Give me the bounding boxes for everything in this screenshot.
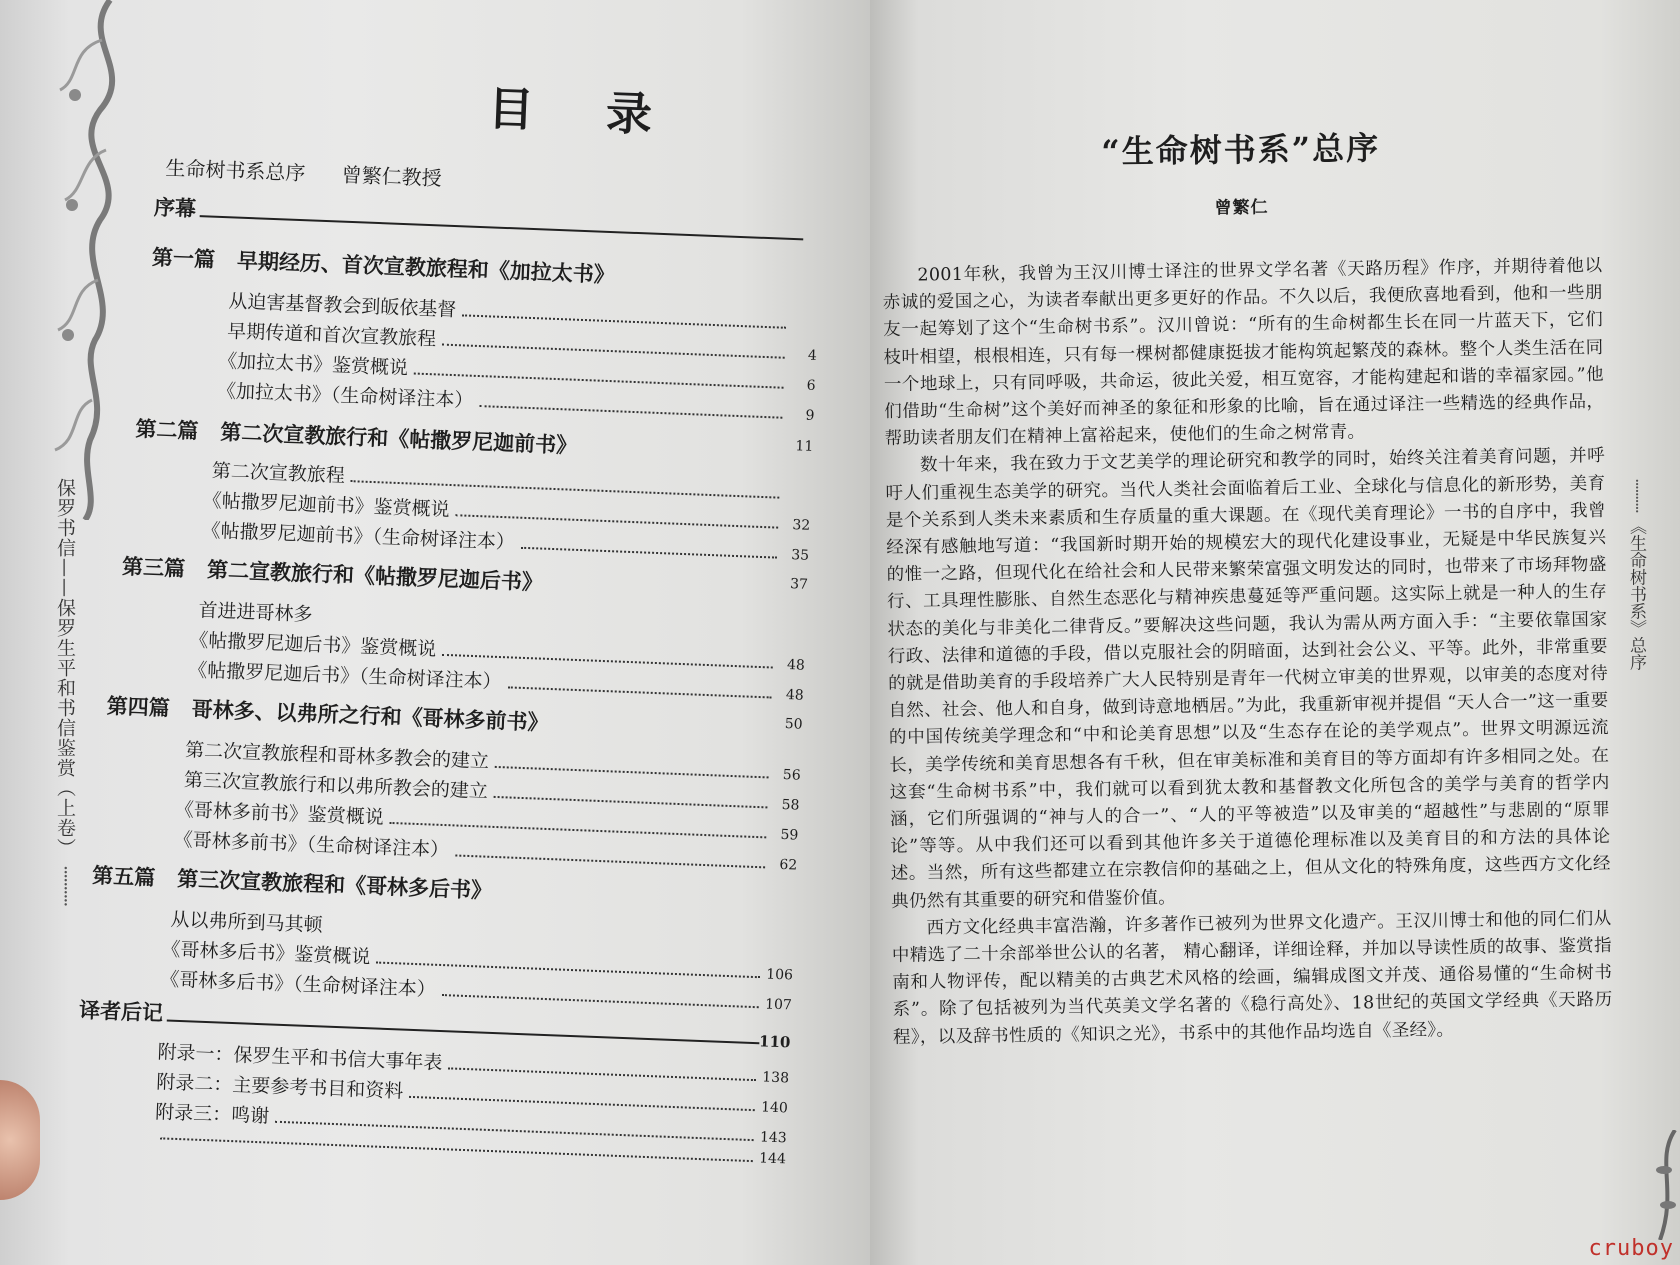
toc-item-page: 35 (790, 547, 810, 564)
section-number: 第四篇 (106, 693, 171, 721)
toc-item-page: 107 (764, 996, 793, 1014)
toc-item-page (780, 639, 806, 640)
toc-item-page: 58 (781, 796, 800, 814)
spine-dots: ·········· (54, 865, 76, 906)
toc-item-text: 《帖撒罗尼迦后书》（生命树译注本） (187, 659, 502, 694)
essay-title: “生命树书系”总序 (1101, 129, 1381, 171)
toc-item-page: 4 (807, 347, 818, 364)
right-spine-dots: ·········· (1626, 478, 1646, 513)
toc-afterword-page: 110 (758, 1032, 791, 1052)
toc-appendix-text: 附录一：保罗生平和书信大事年表 (157, 1041, 443, 1075)
section-title: 第二宣教旅行和《帖撒罗尼迦后书》 (206, 556, 544, 595)
section-title: 早期经历、首次宣教旅程和《加拉太书》 (236, 247, 616, 288)
section-number: 第二篇 (135, 416, 199, 444)
section-page: 50 (784, 716, 803, 733)
toc-item-text: 《帖撒罗尼迦后书》鉴赏概说 (188, 629, 437, 661)
toc-item-text: 第三次宣教旅行和以弗所教会的建立 (183, 769, 489, 803)
toc-item-text: 《加拉太书》鉴赏概说 (217, 350, 409, 380)
toc-item-text: 早期传道和首次宣教旅程 (226, 320, 437, 351)
toc-title: 目 录 (487, 81, 681, 143)
leaf-ornament-icon (1650, 1130, 1680, 1240)
floral-ornament-icon (40, 0, 130, 520)
toc-preface-author: 曾繁仁教授 (341, 162, 443, 191)
toc-item-text: 《哥林多后书》（生命树译注本） (159, 968, 437, 1001)
toc-appendix-page: 143 (759, 1129, 788, 1147)
toc-preface-label: 生命树书系总序 (165, 155, 306, 186)
essay-author: 曾繁仁 (1214, 197, 1269, 219)
essay-paragraph: 西方文化经典丰富浩瀚，许多著作已被列为世界文化遗产。王汉川博士和他的同仁们从中精选了二十余部举世公认的名著， 精心翻译，详细诠释，并加以导读性质的故事、鉴赏指南和人物评传，配以精美的古典艺术风格的绘画，编辑成图文并茂、通俗易懂的“生命树书系”。除了包括被列为当代英美文学名著的《稳行高处》、18世纪的英国文学经典《天路历程》，以及辞书性质的《知识之光》，书系中的其他作品均选自《圣经》。 (891, 908, 1613, 1048)
toc-item-page: 32 (792, 517, 811, 534)
toc-item-text: 《哥林多后书》鉴赏概说 (161, 938, 371, 969)
toc-item-page (792, 329, 818, 330)
preface-essay (880, 90, 1613, 1052)
toc-item-page: 56 (782, 766, 801, 784)
section-number: 第三篇 (121, 554, 186, 581)
toc-item-text: 《加拉太书》（生命树译注本） (216, 379, 474, 412)
spine-title (52, 478, 78, 905)
toc-item-page: 106 (765, 966, 794, 984)
right-spine-title (1622, 478, 1648, 670)
toc-item-page: 48 (786, 657, 806, 674)
right-spine-title-text: 《生命树书系》总序 (1626, 517, 1646, 671)
section-title: 第三次宣教旅程和《哥林多后书》 (176, 865, 493, 903)
watermark: cruboy (1588, 1236, 1674, 1261)
toc-appendix-text: 附录三：鸣谢 (154, 1101, 270, 1128)
toc-appendix-text: 附录二：主要参考书目和资料 (155, 1071, 404, 1103)
essay-paragraph: 数十年来，我在致力于文艺美学的理论研究和教学的同时，始终关注着美育问题，并呼吁人们重视生态美学的研究。当代人类社会面临着后工业、全球化与信息化的新形势，美育是个关系到人类未来素质和生存质量的重大课题。在《现代美育理论》一书的自序中，我曾经深有感触地写道：“我国新时期开始的规模宏大的现代化建设事业，无疑是中华民族复兴的惟一之路，但现代化在给社会和人民带来繁荣富强文明发达的同时，也带来了市场拜物盛行、工具理性膨胀、自然生态恶化与精神疾患蔓延等严重问题。这实际上就是一种人的生存状态的美化与非美化二律背反。”要解决这些问题，我认为需从两方面入手：“主要依靠国家行政、法律和道德的手段，借以克服社会的阴暗面，达到社会公义、平等。此外，非常重要的就是借助美育的手段培养广大人民特别是青年一代树立审美的世界观，以审美的态度对待自然、社会、他人和自身，做到诗意地栖居。”为此，我重新审视并提倡 “天人合一”这一重要的中国传统美学理念和“中和论美育思想”以及“生态存在论的美学观点”。世界文明源远流长，美学传统和美育思想各有千秋，但在审美标准和美育目的等方面却有许多相同之处。在这套“生命树书系”中，我们就可以看到犹太教和基督教文化所包含的美学与美育的哲学内涵，它们所强调的“神与人的合一”、“人的平等被造”以及审美的“超越性”与悲剧的“原罪论”等等。从中我们还可以看到其他许多关于道德伦理标准以及美育目的和方法的具体论述。当然，所有这些都建立在宗教信仰的基础之上，但从文化的特殊角度，这些西方文化经典仍然有其重要的研究和借鉴价值。 (885, 446, 1611, 912)
toc-item-text: 第二次宣教旅程 (211, 459, 346, 487)
section-page: 11 (795, 438, 814, 455)
toc-item-page: 62 (779, 856, 798, 874)
toc-item-text: 首进进哥林多 (198, 599, 313, 626)
section-number: 第五篇 (91, 863, 156, 890)
toc-item-page: 48 (785, 687, 805, 704)
toc-item-text: 从迫害基督教会到皈依基督 (228, 290, 457, 322)
toc-item-page: 6 (806, 377, 816, 394)
toc-afterword-label: 译者后记 (78, 997, 164, 1026)
toc-item-text: 第二次宣教旅程和哥林多教会的建立 (184, 739, 490, 773)
toc-item-text: 《帖撒罗尼迦前书》鉴赏概说 (202, 489, 451, 521)
essay-paragraph: 2001年秋，我曾为王汉川博士译注的世界文学名著《天路历程》作序，并期待着他以赤诚的爱国之心，为读者奉献出更多更好的作品。不久以后，我便欣喜地看到，他和一些朋友一起筹划了这个“生命树书系”。汉川曾说：“所有的生命树都生长在同一片蓝天下，它们枝叶相望，根根相连，只有每一棵树都健康挺拔才能构筑起繁茂的森林。整个人类生活在同一个地球上，只有同呼吸，共命运，彼此关爱，相互宽容，才能构建起和谐的幸福家园。”他们借助“生命树”这个美好而神圣的象征和形象的比喻，旨在通过译注一些精选的经典作品，帮助读者朋友们在精神上富裕起来，使他们的生命之树常青。 (882, 255, 1605, 450)
toc-prologue-label: 序幕 (153, 194, 197, 222)
toc-item-page (768, 949, 794, 950)
thumb (0, 1080, 40, 1200)
section-title: 哥林多、以弗所之行和《哥林多前书》 (191, 696, 549, 735)
toc-item-page (785, 499, 811, 500)
toc-item-text: 从以弗所到马其顿 (170, 908, 323, 937)
toc-appendix-page: 140 (760, 1099, 789, 1117)
section-page: 37 (789, 576, 809, 593)
toc-item-page: 9 (805, 407, 815, 424)
toc-item-text: 《帖撒罗尼迦前书》（生命树译注本） (201, 519, 516, 554)
toc-item-text: 《哥林多前书》（生命树译注本） (173, 828, 450, 862)
toc-last-page-no: 144 (758, 1150, 787, 1168)
section-number: 第一篇 (151, 245, 216, 272)
toc-item-page: 59 (780, 826, 799, 844)
section-title: 第二次宣教旅行和《帖撒罗尼迦前书》 (219, 419, 578, 458)
spine-title-text: 保罗书信——保罗生平和书信鉴赏（上卷） (54, 478, 76, 858)
toc-item-text: 《哥林多前书》鉴赏概说 (174, 798, 385, 829)
toc-appendix-page: 138 (761, 1069, 790, 1087)
